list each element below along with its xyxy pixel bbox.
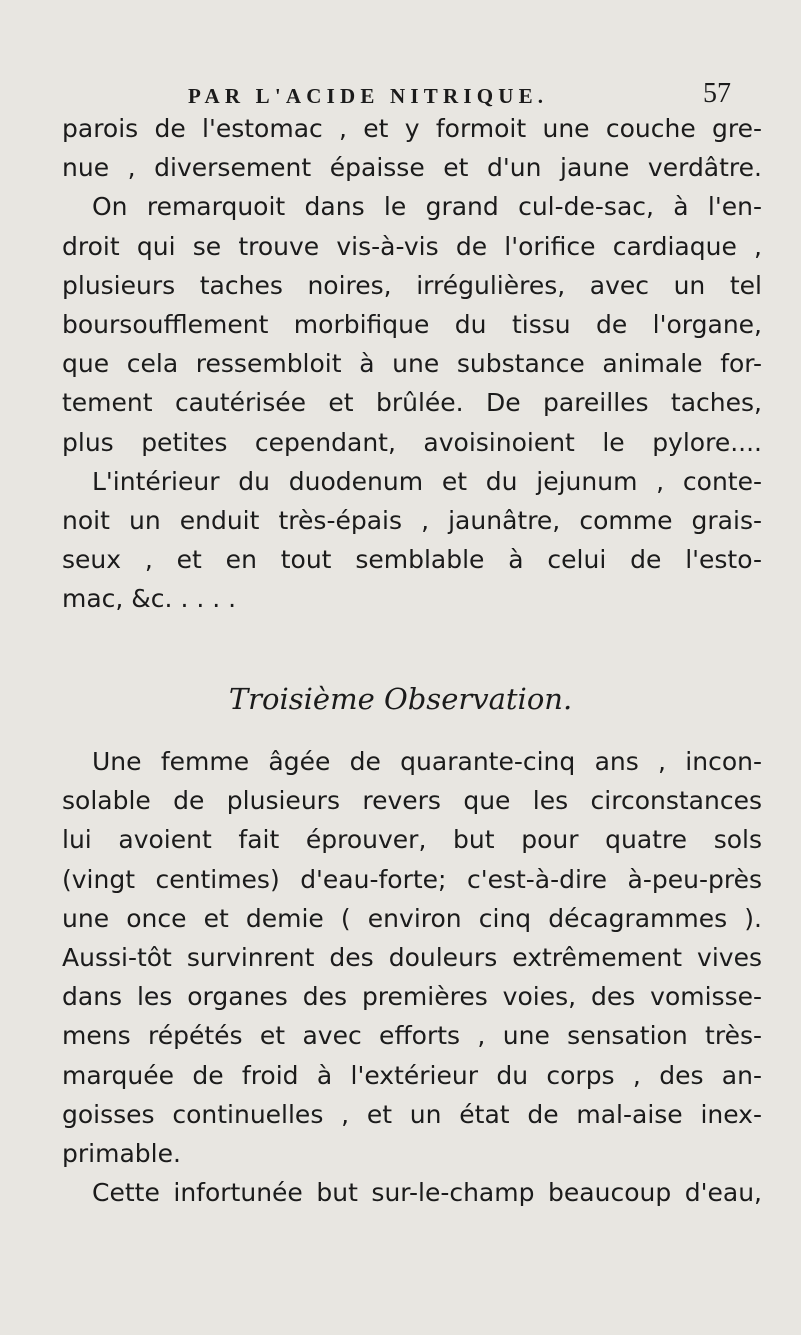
text-line: que cela ressembloit à une substance animale for- — [62, 349, 762, 379]
text-line: plus petites cependant, avoisinoient le pylore.... — [62, 427, 762, 457]
text-line: Une femme âgée de quarante-cinq ans , incon- — [92, 747, 762, 776]
text-line: mac, &c. . . . . — [62, 584, 237, 614]
running-title: PAR L'ACIDE NITRIQUE. — [188, 84, 549, 108]
text-line: seux , et en tout semblable à celui de l'esto- — [62, 545, 762, 575]
text-line: nue , diversement épaisse et d'un jaune verdâtre. — [62, 153, 762, 183]
text-line: lui avoient fait éprouver, but pour quatre sols — [62, 825, 762, 855]
text-line: mens répétés et avec efforts , une sensation très- — [62, 1021, 762, 1051]
text-line: Aussi-tôt survinrent des douleurs extrêmement vives — [62, 942, 762, 972]
text-line: droit qui se trouve vis-à-vis de l'orifice cardiaque , — [62, 231, 762, 261]
text-line: On remarquoit dans le grand cul-de-sac, à l'en- — [92, 192, 762, 222]
text-line: boursoufflement morbifique du tissu de l'organe, — [62, 309, 762, 339]
text-line: marquée de froid à l'extérieur du corps , des an- — [62, 1060, 762, 1090]
section-heading: Troisième Observation. — [228, 682, 573, 716]
text-line: dans les organes des premières voies, des vomisse- — [62, 982, 762, 1012]
text-line: plusieurs taches noires, irrégulières, avec un tel — [62, 270, 762, 300]
text-line: une once et demie ( environ cinq décagrammes ). — [62, 903, 762, 933]
page-number: 57 — [703, 78, 731, 109]
text-line: primable. — [62, 1138, 181, 1168]
text-line: solable de plusieurs revers que les circonstances — [62, 786, 762, 816]
text-line: parois de l'estomac , et y formoit une couche gre- — [62, 114, 762, 143]
paragraph-2 — [62, 742, 762, 1212]
text-line: goisses continuelles , et un état de mal-aise inex- — [62, 1099, 762, 1129]
text-line: tement cautérisée et brûlée. De pareilles taches, — [62, 388, 762, 418]
text-line: Cette infortunée but sur-le-champ beaucoup d'eau, — [92, 1178, 762, 1208]
text-line: (vingt centimes) d'eau-forte; c'est-à-dire à-peu-près — [62, 864, 762, 894]
text-line: noit un enduit très-épais , jaunâtre, comme grais- — [62, 505, 762, 535]
paragraph-1 — [62, 109, 762, 618]
text-line: L'intérieur du duodenum et du jejunum , conte- — [92, 466, 762, 496]
